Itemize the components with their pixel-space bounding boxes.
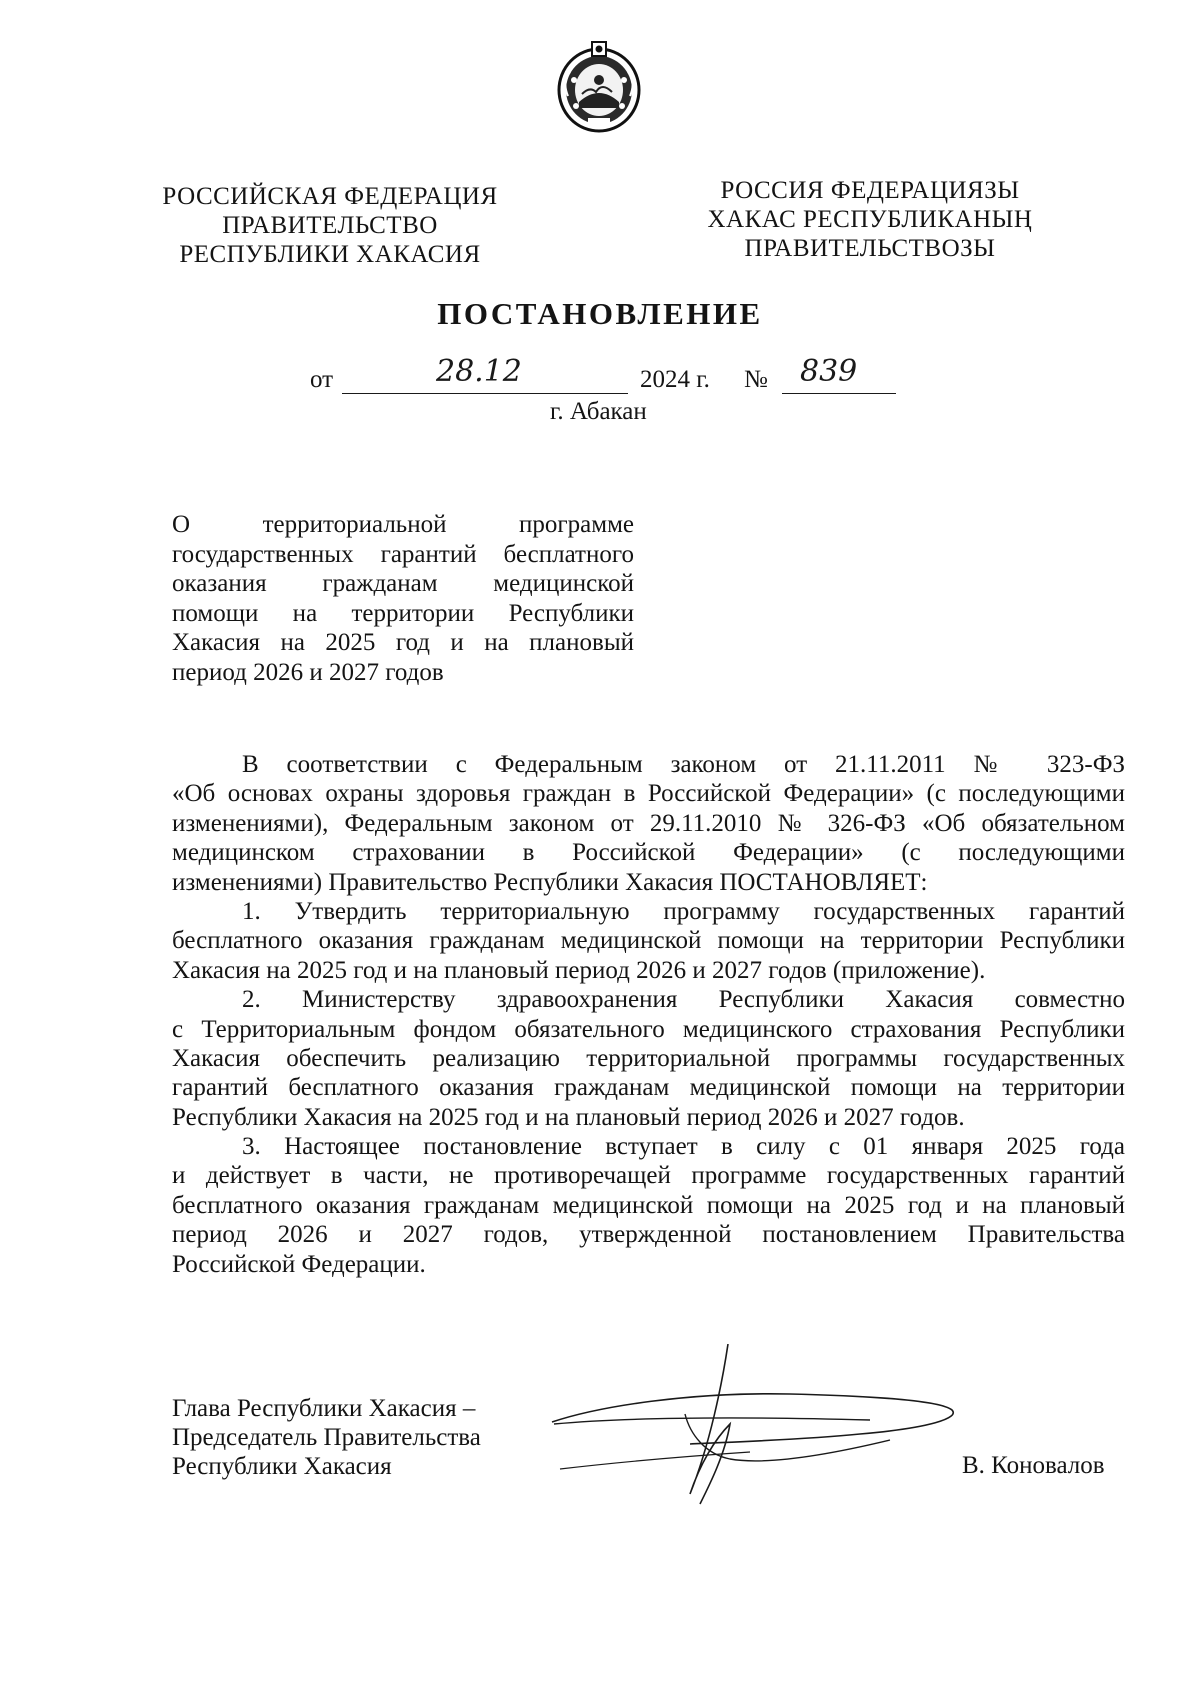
body-line: период 2026 и 2027 годов, утвержденной постановлением Правительства [172,1221,1125,1249]
body-line: Хакасия на 2025 год и на плановый период 2026 и 2027 годов (приложение). [172,956,986,984]
body-line: «Об основах охраны здоровья граждан в Российской Федерации» (с последующими [172,780,1125,808]
header-right-line: РОССИЯ ФЕДЕРАЦИЯЗЫ [720,177,1020,204]
body-line: с Территориальным фондом обязательного медицинского страхования Республики [172,1015,1125,1043]
number-sign: № [744,366,768,393]
body-line: гарантий бесплатного оказания гражданам медицинской помощи на территории [172,1074,1125,1102]
body-line: Хакасия обеспечить реализацию территориальной программы государственных [172,1044,1125,1072]
header-right-line: ХАКАС РЕСПУБЛИКАНЫҢ [707,206,1033,233]
header-right-line: ПРАВИТЕЛЬСТВОЗЫ [744,235,996,262]
body-line: 1. Утвердить территориальную программу государственных гарантий [242,897,1125,925]
number-underline [782,393,896,394]
handwritten-signature-icon [540,1344,970,1514]
body-line: изменениями) Правительство Республики Хакасия ПОСТАНОВЛЯЕТ: [172,868,928,896]
city: г. Абакан [550,398,647,425]
subject-line: Хакасия на 2025 год и на плановый [172,629,634,656]
signatory-name: В. Коновалов [962,1452,1105,1479]
header-left-line: РЕСПУБЛИКИ ХАКАСИЯ [179,241,481,268]
header-left [150,182,510,269]
handwritten-number: 839 [800,354,858,389]
body-line: 3. Настоящее постановление вступает в силу с 01 января 2025 года [242,1133,1125,1161]
body-line: изменениями), Федеральным законом от 29.11.2010 № 326-ФЗ «Об обязательном [172,809,1125,837]
handwritten-date: 28.12 [436,354,522,389]
signatory-position-line: Председатель Правительства [172,1424,481,1451]
subject-line: государственных гарантий бесплатного [172,540,634,568]
subject-line: оказания гражданам медицинской [172,570,634,597]
subject-line: О территориальной программе [172,511,634,538]
subject-line: помощи на территории Республики [172,599,634,627]
document-body [172,750,1125,1279]
body-line: 2. Министерству здравоохранения Республики Хакасия совместно [242,986,1125,1014]
signatory-position [172,1394,481,1481]
date-prefix: от [310,366,334,393]
subject-line: период 2026 и 2027 годов [172,658,444,686]
document-title: ПОСТАНОВЛЕНИЕ [437,296,763,331]
signatory-position-line: Глава Республики Хакасия – [172,1395,476,1422]
header-left-line: ПРАВИТЕЛЬСТВО [222,212,438,239]
coat-of-arms-icon [552,36,646,136]
body-line: бесплатного оказания гражданам медицинской помощи на территории Республики [172,927,1125,955]
body-line: бесплатного оказания гражданам медицинской помощи на 2025 год и на плановый [172,1191,1125,1219]
body-line: В соответствии с Федеральным законом от 21.11.2011 № 323-ФЗ [242,751,1125,778]
document-subject [172,510,634,687]
signatory-position-line: Республики Хакасия [172,1453,392,1480]
header-left-line: РОССИЙСКАЯ ФЕДЕРАЦИЯ [162,183,498,210]
date-underline [342,393,628,394]
date-year: 2024 г. [640,366,710,393]
body-line: Республики Хакасия на 2025 год и на плановый период 2026 и 2027 годов. [172,1103,965,1131]
body-line: медицинском страховании в Российской Федерации» (с последующими [172,839,1125,867]
header-right [690,176,1050,263]
body-line: Российской Федерации. [172,1250,426,1278]
body-line: и действует в части, не противоречащей программе государственных гарантий [172,1162,1125,1190]
